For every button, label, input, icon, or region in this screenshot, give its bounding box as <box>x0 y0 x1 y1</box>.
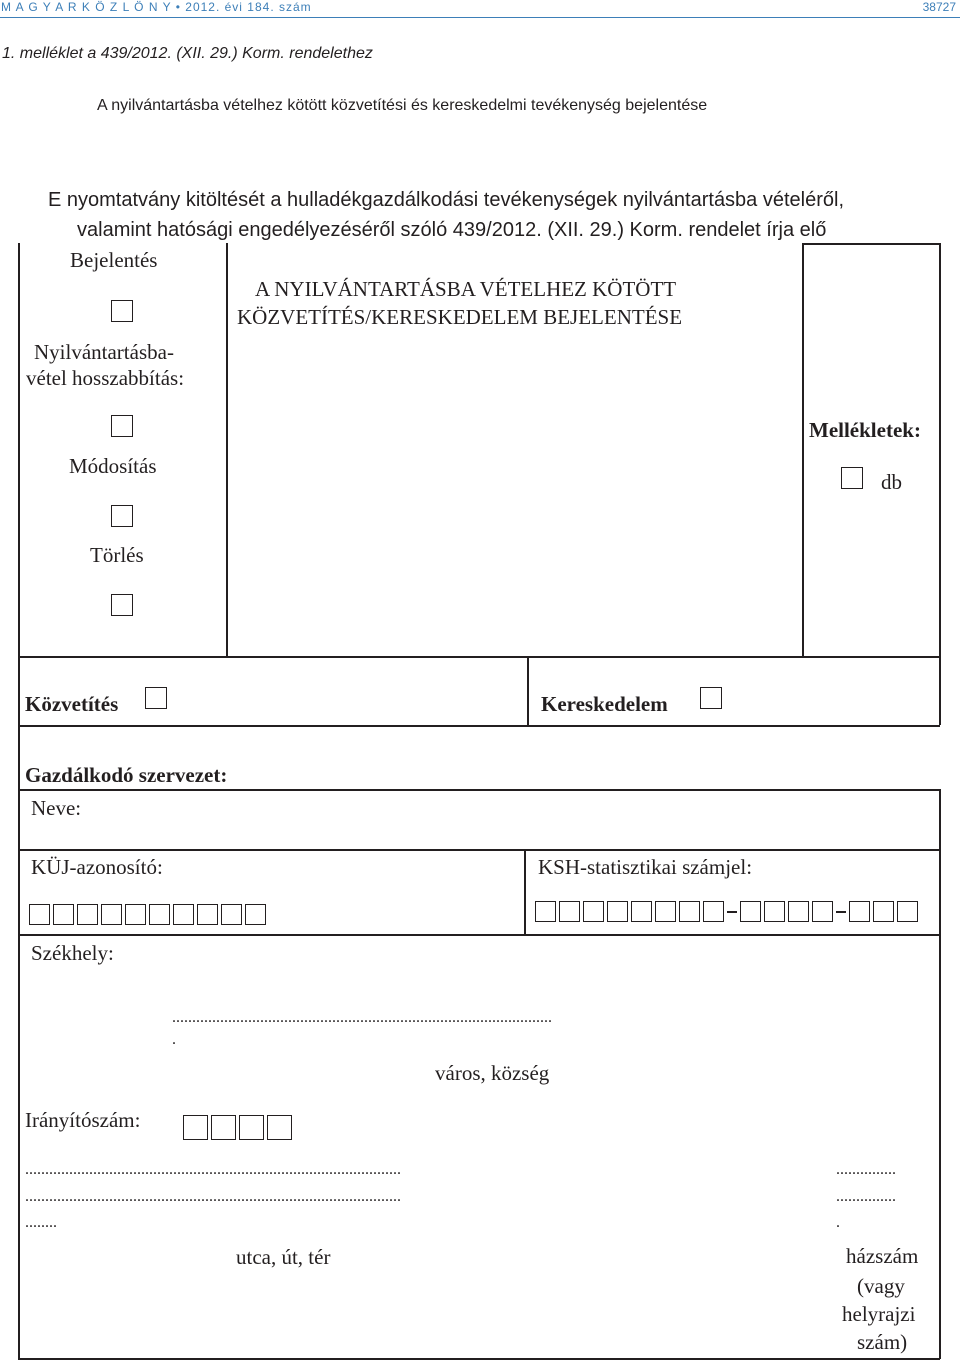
street-dots-3: ........ <box>25 1214 57 1231</box>
ksh-digit-box[interactable] <box>897 901 918 922</box>
kuj-digit-box[interactable] <box>53 904 74 925</box>
seat-label: Székhely: <box>31 941 114 965</box>
ksh-digit-box[interactable] <box>740 901 761 922</box>
ksh-dash <box>727 911 737 913</box>
box-top-right <box>802 243 941 245</box>
kuj-digit-box[interactable] <box>101 904 122 925</box>
ksh-digit-box[interactable] <box>849 901 870 922</box>
city-dots-1[interactable]: ............................................................................................... <box>172 1009 552 1026</box>
ksh-label: KSH-statisztikai számjel: <box>538 855 753 879</box>
kuj-digit-box[interactable] <box>29 904 50 925</box>
zip-digit-box[interactable] <box>239 1115 264 1140</box>
house-dots-2: ............... <box>836 1188 896 1205</box>
publication-name: M A G Y A R K Ö Z L Ö N Y • 2012. évi 184. szám <box>1 0 312 14</box>
kuj-digit-box[interactable] <box>197 904 218 925</box>
kuj-digit-box[interactable] <box>221 904 242 925</box>
name-box-top <box>18 789 940 791</box>
col-divider-left <box>226 243 228 656</box>
ksh-digit-box[interactable] <box>812 901 833 922</box>
torles-label: Törlés <box>90 543 144 567</box>
kereskedelem-checkbox[interactable] <box>700 687 722 709</box>
form-bottom-border <box>18 1358 940 1360</box>
street-dots-1[interactable]: .............................................................................................. <box>25 1161 401 1178</box>
attachments-unit: db <box>881 470 902 494</box>
form-title-line-2: KÖZVETÍTÉS/KERESKEDELEM BEJELENTÉSE <box>237 305 683 329</box>
ksh-digit-box[interactable] <box>607 901 628 922</box>
attachments-count-box[interactable] <box>841 467 863 489</box>
kuj-digit-box[interactable] <box>173 904 194 925</box>
kuj-digit-box[interactable] <box>245 904 266 925</box>
name-box-bottom <box>18 849 940 851</box>
annex-reference: 1. melléklet a 439/2012. (XII. 29.) Korm. rendelethez <box>2 45 373 62</box>
row-divider-1 <box>18 656 940 658</box>
ksh-dash <box>836 911 846 913</box>
activity-divider <box>527 656 529 725</box>
ksh-digit-box[interactable] <box>631 901 652 922</box>
name-label: Neve: <box>31 796 82 820</box>
org-section-label: Gazdálkodó szervezet: <box>25 763 228 787</box>
modositas-label: Módosítás <box>69 454 157 478</box>
zip-input-boxes[interactable] <box>183 1115 295 1140</box>
box-right-border <box>939 243 941 725</box>
id-box-bottom <box>18 934 940 936</box>
id-divider <box>524 849 526 935</box>
house-caption-3: helyrajzi <box>842 1302 916 1326</box>
form-title-line-1: A NYILVÁNTARTÁSBA VÉTELHEZ KÖTÖTT <box>255 277 677 301</box>
zip-digit-box[interactable] <box>267 1115 292 1140</box>
zip-digit-box[interactable] <box>183 1115 208 1140</box>
ksh-digit-box[interactable] <box>788 901 809 922</box>
kozvetites-label: Közvetítés <box>25 692 119 716</box>
modositas-checkbox[interactable] <box>111 505 133 527</box>
house-dots-3: . <box>836 1214 840 1231</box>
torles-checkbox[interactable] <box>111 594 133 616</box>
house-caption-4: szám) <box>857 1330 908 1354</box>
intro-line-2: valamint hatósági engedélyezéséről szóló 439/2012. (XII. 29.) Korm. rendelet írja elő <box>77 219 827 241</box>
page-number: 38727 <box>922 0 956 14</box>
zip-digit-box[interactable] <box>211 1115 236 1140</box>
hosszabbitas-label-1: Nyilvántartásba- <box>34 340 174 364</box>
ksh-digit-box[interactable] <box>679 901 700 922</box>
house-caption-2: (vagy <box>857 1274 905 1298</box>
ksh-digit-box[interactable] <box>535 901 556 922</box>
ksh-digit-box[interactable] <box>559 901 580 922</box>
kuj-input-boxes[interactable] <box>29 904 269 925</box>
kozvetites-checkbox[interactable] <box>145 687 167 709</box>
col-divider-right <box>802 243 804 656</box>
ksh-digit-box[interactable] <box>583 901 604 922</box>
ksh-input-boxes[interactable] <box>535 901 921 922</box>
kuj-digit-box[interactable] <box>77 904 98 925</box>
house-dots-1[interactable]: ............... <box>836 1161 896 1178</box>
seat-right-border <box>939 935 941 1359</box>
page-header <box>0 0 960 16</box>
ksh-digit-box[interactable] <box>764 901 785 922</box>
kuj-digit-box[interactable] <box>125 904 146 925</box>
hosszabbitas-label-2: vétel hosszabbítás: <box>26 366 185 390</box>
document-title: A nyilvántartásba vételhez kötött közvetítési és kereskedelmi tevékenység bejelentése <box>97 97 708 114</box>
attachments-label: Mellékletek: <box>809 418 921 442</box>
zip-label: Irányítószám: <box>25 1108 141 1132</box>
bejelentes-checkbox[interactable] <box>111 300 133 322</box>
bejelentes-label: Bejelentés <box>70 248 158 272</box>
ksh-digit-box[interactable] <box>655 901 676 922</box>
house-caption-1: házszám <box>846 1244 919 1268</box>
kereskedelem-label: Kereskedelem <box>541 692 668 716</box>
street-dots-2: .............................................................................................. <box>25 1188 401 1205</box>
header-rule <box>0 17 960 18</box>
ksh-digit-box[interactable] <box>873 901 894 922</box>
intro-line-1: E nyomtatvány kitöltését a hulladékgazdálkodási tevékenységek nyilvántartásba vételéről, <box>48 189 845 211</box>
box-left-border <box>18 243 20 1360</box>
kuj-digit-box[interactable] <box>149 904 170 925</box>
city-caption: város, község <box>435 1061 550 1085</box>
street-caption: utca, út, tér <box>236 1245 331 1269</box>
hosszabbitas-checkbox[interactable] <box>111 415 133 437</box>
row-divider-2 <box>18 725 940 727</box>
kuj-label: KÜJ-azonosító: <box>31 855 163 879</box>
city-dots-2: . <box>172 1031 176 1048</box>
name-box-right <box>939 789 941 935</box>
ksh-digit-box[interactable] <box>703 901 724 922</box>
